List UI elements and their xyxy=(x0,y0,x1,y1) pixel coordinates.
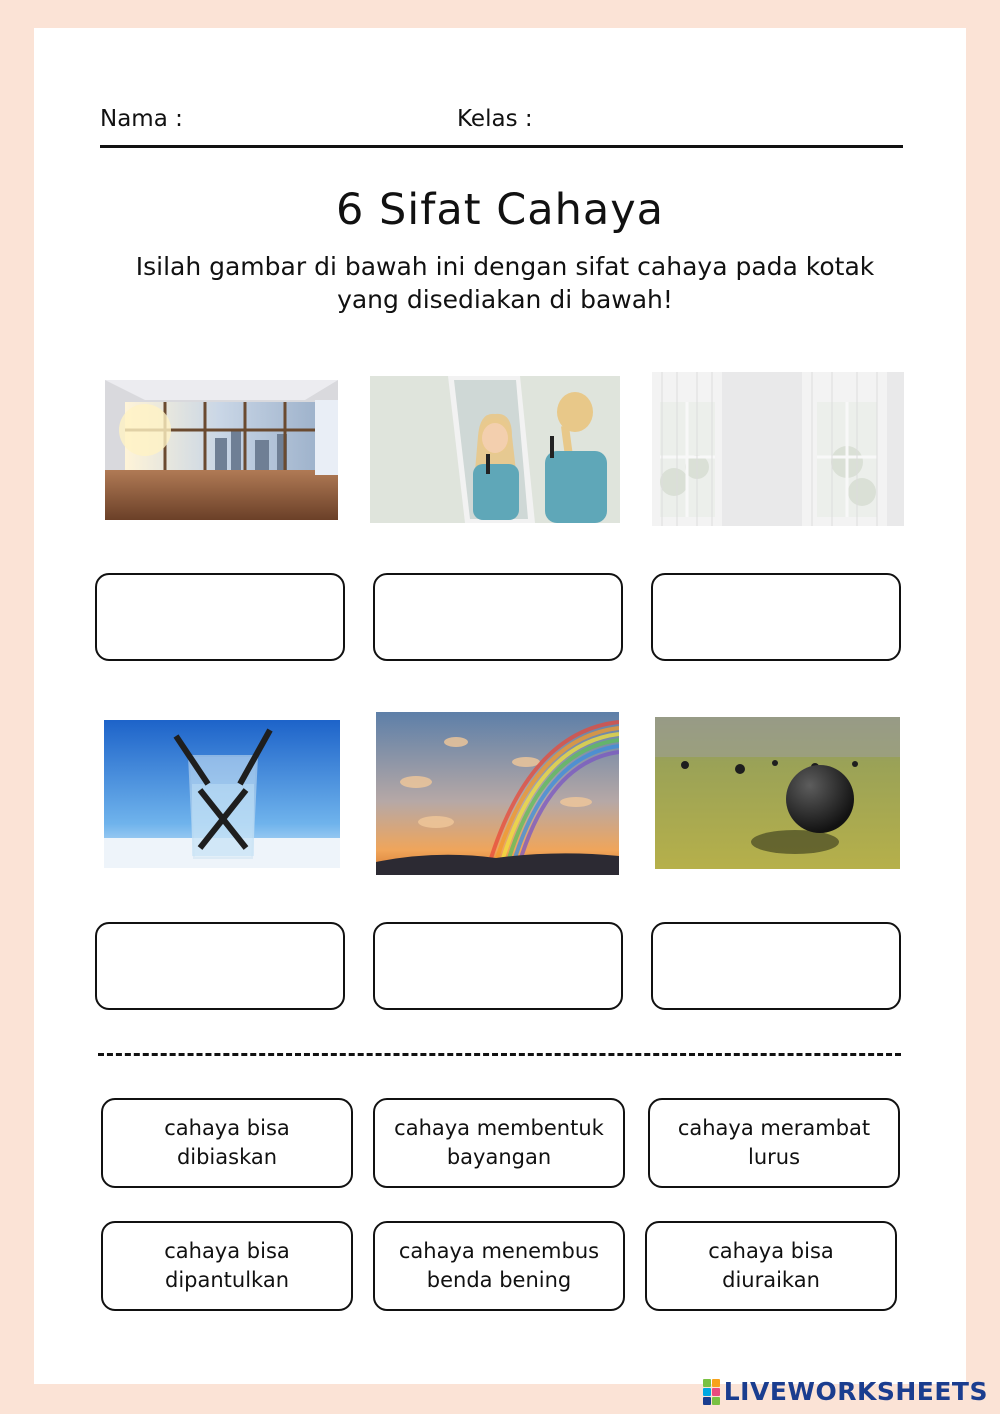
option-line-2: dipantulkan xyxy=(164,1268,290,1292)
option-line-2: bayangan xyxy=(446,1145,552,1169)
option-line-2: dibiaskan xyxy=(176,1145,278,1169)
class-label: Kelas : xyxy=(457,106,533,132)
rainbow-sunset-photo xyxy=(376,712,619,875)
answer-box-5[interactable] xyxy=(373,922,623,1010)
liveworksheets-wordmark: LIVEWORKSHEETS xyxy=(723,1377,988,1406)
option-card-dipantulkan[interactable] xyxy=(101,1221,353,1311)
option-line-1: cahaya merambat xyxy=(677,1116,871,1140)
answer-box-1[interactable] xyxy=(95,573,345,661)
sunlit-room-photo xyxy=(105,380,338,520)
lawn-bowl-shadow-photo xyxy=(655,717,900,869)
answer-box-6[interactable] xyxy=(651,922,901,1010)
option-card-benda-bening[interactable] xyxy=(373,1221,625,1311)
answer-box-2[interactable] xyxy=(373,573,623,661)
option-card-bayangan[interactable] xyxy=(373,1098,625,1188)
worksheet-title: 6 Sifat Cahaya xyxy=(335,185,665,235)
instruction-text xyxy=(100,250,910,316)
girl-mirror-photo xyxy=(370,376,620,523)
option-line-2: lurus xyxy=(747,1145,801,1169)
straws-in-water-glass-photo xyxy=(104,720,340,868)
option-card-diuraikan[interactable] xyxy=(645,1221,897,1311)
option-line-1: cahaya bisa xyxy=(708,1239,834,1263)
option-line-2: diuraikan xyxy=(722,1268,820,1292)
header-divider xyxy=(100,145,903,148)
curtain-window-photo xyxy=(652,372,904,526)
option-line-1: cahaya bisa xyxy=(164,1116,290,1140)
option-card-lurus[interactable] xyxy=(648,1098,900,1188)
answer-box-4[interactable] xyxy=(95,922,345,1010)
option-line-1: cahaya membentuk xyxy=(394,1116,604,1140)
option-line-1: cahaya bisa xyxy=(164,1239,290,1263)
option-card-dibiaskan[interactable] xyxy=(101,1098,353,1188)
liveworksheets-logo-icon xyxy=(703,1379,720,1405)
separator-dashed-line xyxy=(98,1053,901,1056)
name-label: Nama : xyxy=(100,106,183,132)
option-line-2: benda bening xyxy=(426,1268,572,1292)
instruction-line-2: yang disediakan di bawah! xyxy=(337,285,673,314)
liveworksheets-logo xyxy=(703,1377,988,1406)
instruction-line-1: Isilah gambar di bawah ini dengan sifat cahaya pada kotak xyxy=(135,252,875,281)
answer-box-3[interactable] xyxy=(651,573,901,661)
option-line-1: cahaya menembus xyxy=(398,1239,600,1263)
